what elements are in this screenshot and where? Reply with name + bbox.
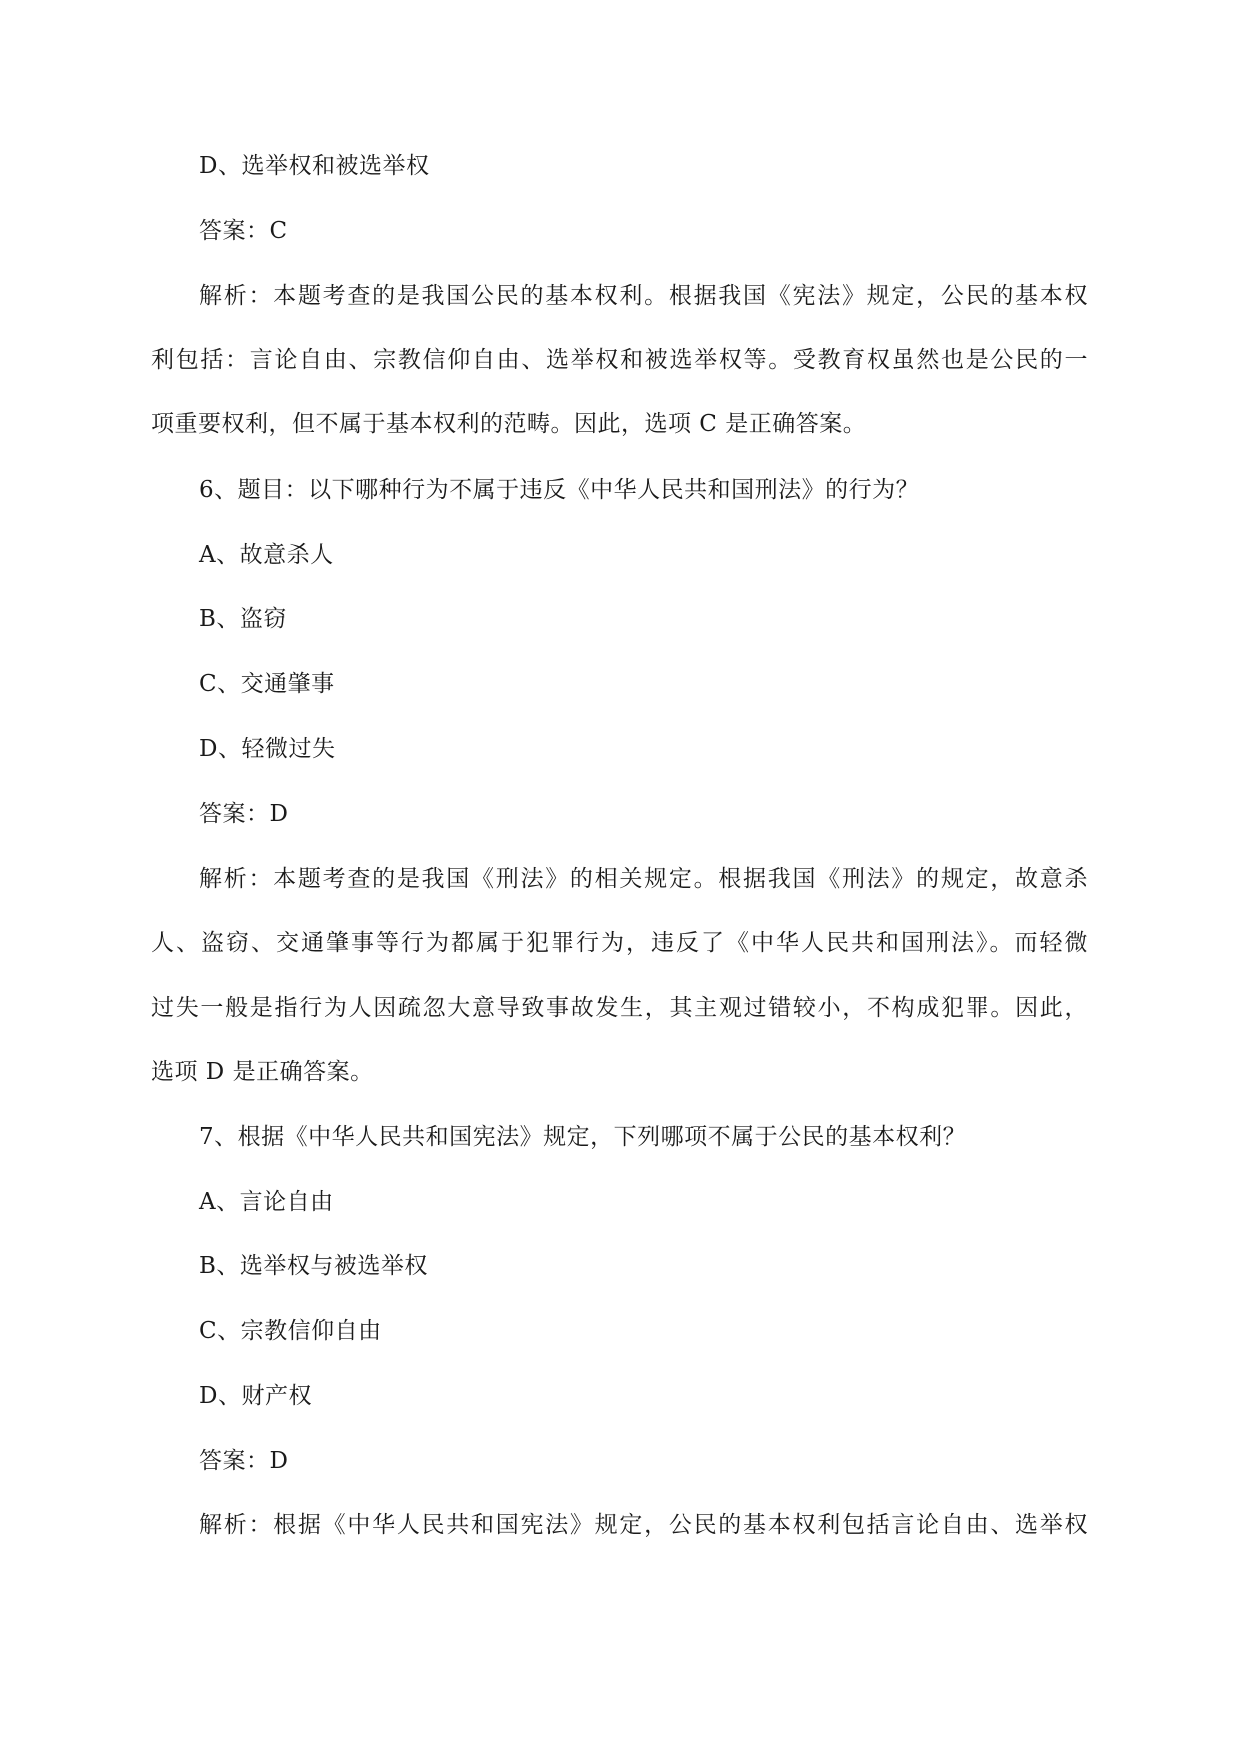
q6-explanation-line-2: 人、盗窃、交通肇事等行为都属于犯罪行为，违反了《中华人民共和国刑法》。而轻微 bbox=[151, 930, 1088, 956]
q5-option-d: D、选举权和被选举权 bbox=[199, 153, 430, 179]
q6-explanation-line-1: 解析：本题考查的是我国《刑法》的相关规定。根据我国《刑法》的规定，故意杀 bbox=[199, 866, 1088, 892]
q7-option-d: D、财产权 bbox=[199, 1383, 312, 1409]
q5-answer: 答案：C bbox=[199, 218, 288, 244]
q5-explanation-line-1: 解析：本题考查的是我国公民的基本权利。根据我国《宪法》规定，公民的基本权 bbox=[199, 283, 1088, 309]
q7-option-a: A、言论自由 bbox=[199, 1189, 334, 1215]
q5-explanation-line-3: 项重要权利，但不属于基本权利的范畴。因此，选项 C 是正确答案。 bbox=[151, 411, 867, 437]
q6-option-c: C、交通肇事 bbox=[199, 671, 335, 697]
q6-option-a: A、故意杀人 bbox=[199, 542, 334, 568]
q6-question: 6、题目：以下哪种行为不属于违反《中华人民共和国刑法》的行为？ bbox=[199, 477, 920, 503]
q6-explanation-line-3: 过失一般是指行为人因疏忽大意导致事故发生，其主观过错较小，不构成犯罪。因此， bbox=[151, 995, 1088, 1021]
q6-answer: 答案：D bbox=[199, 801, 289, 827]
q7-answer: 答案：D bbox=[199, 1448, 289, 1474]
q5-explanation-line-2: 利包括：言论自由、宗教信仰自由、选举权和被选举权等。受教育权虽然也是公民的一 bbox=[151, 347, 1088, 373]
q6-option-b: B、盗窃 bbox=[199, 606, 287, 632]
q7-question: 7、根据《中华人民共和国宪法》规定，下列哪项不属于公民的基本权利？ bbox=[199, 1124, 967, 1150]
q7-explanation-line-1: 解析：根据《中华人民共和国宪法》规定，公民的基本权利包括言论自由、选举权 bbox=[199, 1512, 1088, 1538]
q6-option-d: D、轻微过失 bbox=[199, 736, 336, 762]
q7-option-c: C、宗教信仰自由 bbox=[199, 1318, 382, 1344]
q6-explanation-line-4: 选项 D 是正确答案。 bbox=[151, 1059, 374, 1085]
q7-option-b: B、选举权与被选举权 bbox=[199, 1253, 428, 1279]
